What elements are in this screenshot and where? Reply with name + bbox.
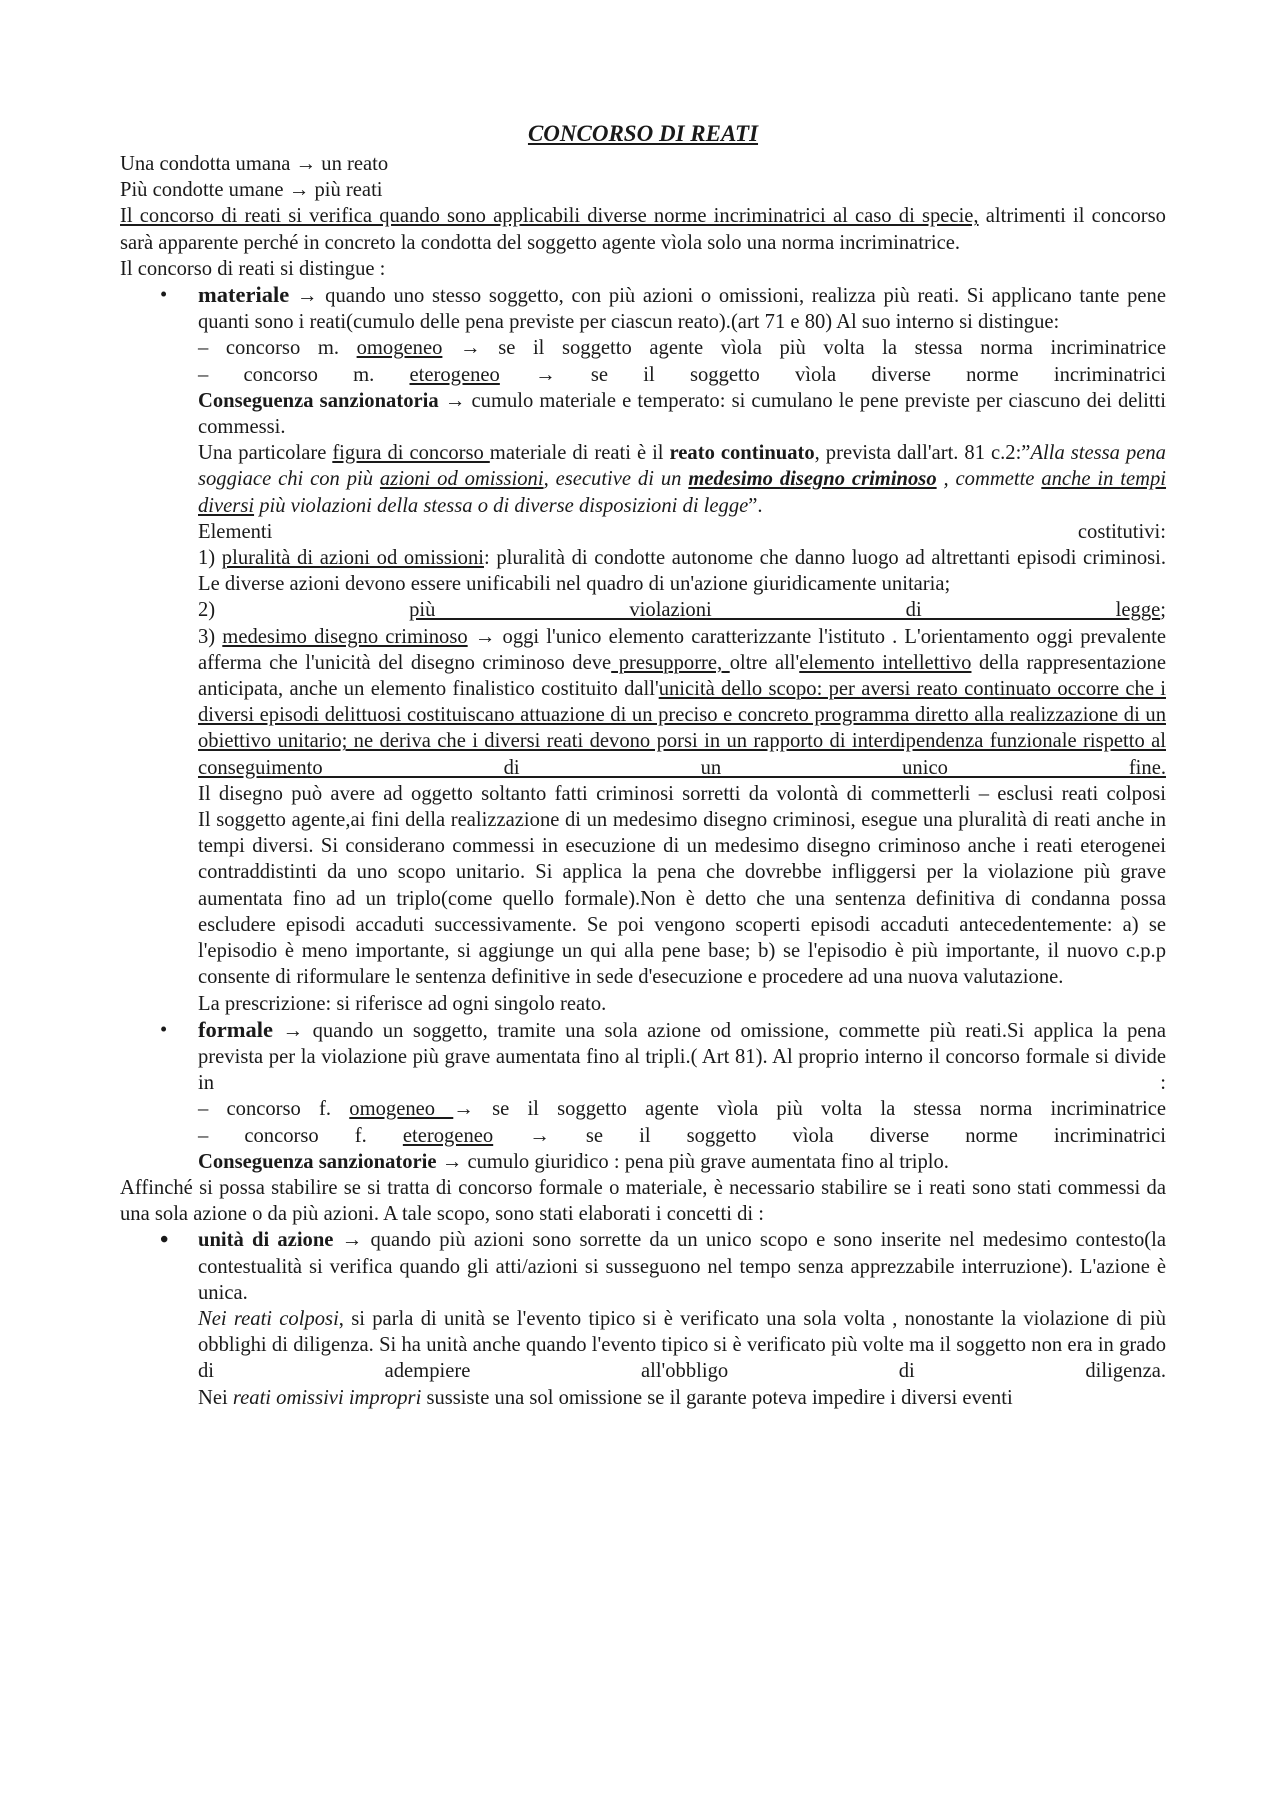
formale-omogeneo: – concorso f. omogeneo → se il soggetto agente vìola più volta la stessa norma incriminatrice xyxy=(198,1098,1166,1121)
formale-eterogeneo: – concorso f. eterogeneo → se il soggetto vìola diverse norme incriminatrici xyxy=(198,1124,1166,1147)
definition-paragraph xyxy=(120,203,1166,255)
elemento-3: 3) medesimo disegno criminoso → oggi l'unico elemento caratterizzante l'istituto . L'orientamento oggi prevalente afferma che l'unicità del disegno criminoso deve presupporre, oltre all'elemento intellettivo della rappresentazione anticipata, anche un elemento finalistico costituito dall'unicità dello scopo: per aversi reato continuato occorre che i diversi episodi delittuosi costituiscano attuazione di un preciso e concreto programma diretto alla realizzazione di un obiettivo unitario; ne deriva che i diversi reati devono porsi in un rapporto di interdipendenza funzionale rispetto al conseguimento di un unico fine. xyxy=(198,625,1167,779)
bullet-icon: • xyxy=(160,1018,168,1041)
formale-conseguenza: Conseguenza sanzionatorie → cumulo giuridico : pena più grave aumentata fino al triplo. xyxy=(198,1150,949,1173)
soggetto-paragraph: Il soggetto agente,ai fini della realizzazione di un medesimo disegno criminosi, esegue una pluralità di reati anche in tempi diversi. Si considerano commessi in esecuzione di un medesimo disegno criminoso anche i reati eterogenei contraddistinti da uno scopo unitario. Si applica la pena che dovrebbe infliggersi per la violazione più grave aumentata fino ad un triplo(come quello formale).Non è detto che una sentenza definitiva di condanna possa escludere episodi accaduti successivamente. Se poi vengono scoperti episodi accaduti antecedentemente: a) se l'episodio è meno importante, si aggiunge un qui alla pene base; b) se l'episodio è più importante, il nuovo c.p.p consente di riformulare le sentenza definitive in sede d'esecuzione e procedere ad una nuova valutazione. xyxy=(198,809,1166,989)
elementi-heading: Elementi costitutivi: xyxy=(198,520,1166,543)
concorso-types-list xyxy=(120,282,1166,1175)
disegno-paragraph: Il disegno può avere ad oggetto soltanto fatti criminosi sorretti da volontà di commetterli – esclusi reati colposi xyxy=(198,782,1166,805)
unita-lead: unità di azione → quando più azioni sono sorrette da un unico scopo e sono inserite nel medesimo contesto(la contestualità si verifica quando gli atti/azioni si susseguono nel tempo senza apprezzabile interruzione). L'azione è unica. xyxy=(198,1229,1166,1304)
page-title: CONCORSO DI REATI xyxy=(527,121,759,146)
bullet-icon: • xyxy=(160,284,168,307)
definition-rest: altrimenti il concorso sarà apparente perché in concreto la condotta del soggetto agente vìola solo una norma incriminatrice. xyxy=(120,205,1166,254)
reati-omissivi-paragraph: Nei reati omissivi impropri sussiste una sol omissione se il garante poteva impedire i diversi eventi xyxy=(198,1386,1013,1409)
list-item-formale xyxy=(120,1017,1166,1175)
distinction-intro: Il concorso di reati si distingue : xyxy=(120,257,386,280)
materiale-omogeneo: – concorso m. omogeneo → se il soggetto agente vìola più volta la stessa norma incriminatrice xyxy=(198,337,1167,360)
formale-lead: formale → quando un soggetto, tramite una sola azione od omissione, commette più reati.Si applica la pena prevista per la violazione più grave aumentata fino al tripli.( Art 81). Al proprio interno il concorso formale si divide in : xyxy=(198,1016,1166,1095)
materiale-eterogeneo: – concorso m. eterogeneo → se il soggetto vìola diverse norme incriminatrici xyxy=(198,363,1166,386)
materiale-lead: materiale → quando uno stesso soggetto, con più azioni o omissioni, realizza più reati. Si applicano tante pene quanti sono i reati(cumulo delle pena previste per ciascun reato).(art 71 e 80) Al suo interno si distingue: xyxy=(198,282,1166,334)
prescrizione-paragraph: La prescrizione: si riferisce ad ogni singolo reato. xyxy=(198,992,607,1015)
term-formale: formale xyxy=(198,1016,273,1042)
intro-line-1: Una condotta umana → un reato xyxy=(120,153,389,175)
intro-line-2: Più condotte umane → più reati xyxy=(120,179,383,202)
document-body xyxy=(120,120,1166,1411)
reati-colposi-paragraph: Nei reati colposi, si parla di unità se l'evento tipico si è verificato una sola volta , nonostante la violazione di più obblighi di diligenza. Si ha unità anche quando l'evento tipico si è verificato più volte ma il soggetto non era in grado di adempiere all'obbligo di diligenza. xyxy=(198,1307,1167,1383)
term-unita-azione: unità di azione xyxy=(198,1229,334,1252)
list-item-unita-azione xyxy=(120,1227,1166,1410)
definition-underlined: Il concorso di reati si verifica quando sono applicabili diverse norme incriminatrici al caso di specie, xyxy=(120,205,979,228)
term-materiale: materiale xyxy=(198,282,290,308)
list-item-materiale xyxy=(120,282,1166,1017)
materiale-conseguenza: Conseguenza sanzionatoria → cumulo materiale e temperato: si cumulano le pene previste per ciascuno dei delitti commessi. xyxy=(198,389,1166,439)
concetti-list xyxy=(120,1227,1166,1410)
bullet-icon: • xyxy=(160,1227,169,1254)
elemento-2: 2) più violazioni di legge; xyxy=(198,599,1166,622)
reato-continuato-paragraph: Una particolare figura di concorso materiale di reati è il reato continuato, prevista dall'art. 81 c.2:”Alla stessa pena soggiace chi con più azioni od omissioni, esecutive di un medesimo disegno criminoso , commette anche in tempi diversi più violazioni della stessa o di diverse disposizioni di legge”. xyxy=(198,442,1167,517)
affinche-paragraph: Affinché si possa stabilire se si tratta di concorso formale o materiale, è necessario stabilire se i reati sono stati commessi da una sola azione o da più azioni. A tale scopo, sono stati elaborati i concetti di : xyxy=(120,1176,1166,1226)
elemento-1: 1) pluralità di azioni od omissioni: pluralità di condotte autonome che danno luogo ad altrettanti episodi criminosi. Le diverse azioni devono essere unificabili nel quadro di un'azione giuridicamente unitaria; xyxy=(198,547,1166,596)
